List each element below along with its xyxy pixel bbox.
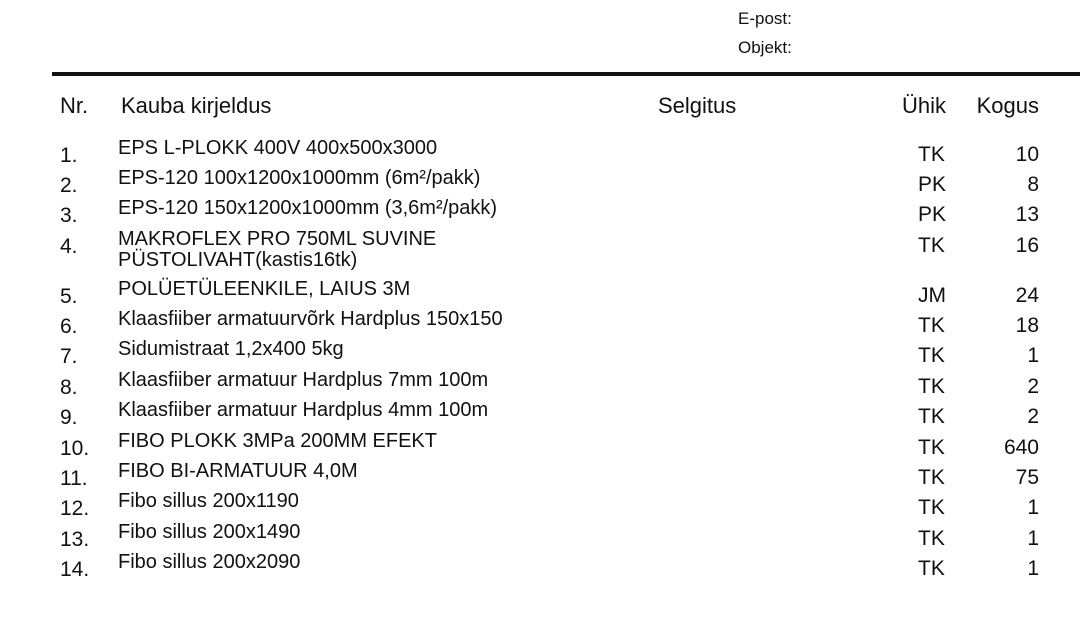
- epost-label: E-post:: [738, 9, 792, 28]
- column-header-quantity: Kogus: [976, 93, 1039, 118]
- table-row: [0, 370, 1080, 400]
- row-number: 1.: [60, 144, 78, 167]
- row-quantity: 1: [1027, 557, 1039, 580]
- table-row: [0, 339, 1080, 369]
- row-quantity: 13: [1015, 203, 1039, 226]
- table-row: [0, 229, 1080, 279]
- row-description-line: Fibo sillus 200x1490: [118, 521, 301, 543]
- row-description-line: Klaasfiiber armatuur Hardplus 7mm 100m: [118, 369, 489, 391]
- row-description: [118, 198, 638, 219]
- row-description: [118, 279, 638, 300]
- row-description-line: Klaasfiiber armatuurvõrk Hardplus 150x150: [118, 308, 503, 330]
- column-header-unit: Ühik: [902, 93, 947, 118]
- row-description-line: EPS-120 100x1200x1000mm (6m²/pakk): [118, 167, 481, 189]
- row-unit: PK: [918, 173, 947, 196]
- row-description: [118, 431, 638, 452]
- row-description: [118, 552, 638, 573]
- column-header-explanation: Selgitus: [658, 93, 737, 118]
- row-description: [118, 491, 638, 512]
- row-unit: TK: [918, 496, 945, 519]
- table-row: [0, 279, 1080, 309]
- row-description-line: EPS L-PLOKK 400V 400x500x3000: [118, 137, 438, 159]
- row-unit: TK: [918, 314, 945, 337]
- row-unit: TK: [918, 234, 945, 257]
- row-description: [118, 168, 638, 189]
- row-description-line: Sidumistraat 1,2x400 5kg: [118, 338, 344, 360]
- table-row: [0, 491, 1080, 521]
- row-quantity: 640: [1003, 436, 1039, 459]
- table-row: [0, 168, 1080, 198]
- row-quantity: 2: [1027, 405, 1039, 428]
- row-number: 12.: [60, 497, 90, 520]
- table-row: [0, 138, 1080, 168]
- row-quantity: 24: [1015, 284, 1039, 307]
- row-quantity: 18: [1015, 314, 1039, 337]
- row-description: [118, 370, 638, 391]
- row-unit: TK: [918, 527, 945, 550]
- row-unit: TK: [918, 557, 945, 580]
- row-quantity: 1: [1027, 527, 1039, 550]
- row-description-line: Klaasfiiber armatuur Hardplus 4mm 100m: [118, 399, 489, 421]
- row-number: 13.: [60, 528, 90, 551]
- row-description: [118, 229, 638, 271]
- row-description-line: MAKROFLEX PRO 750ML SUVINE: [118, 228, 437, 250]
- row-number: 14.: [60, 558, 90, 581]
- row-quantity: 1: [1027, 344, 1039, 367]
- row-description: [118, 461, 638, 482]
- row-quantity: 2: [1027, 375, 1039, 398]
- row-quantity: 16: [1015, 234, 1039, 257]
- row-description-line: FIBO PLOKK 3MPa 200MM EFEKT: [118, 430, 437, 452]
- row-description: [118, 309, 638, 330]
- row-number: 9.: [60, 406, 78, 429]
- row-description-line: POLÜETÜLEENKILE, LAIUS 3M: [118, 278, 411, 300]
- row-quantity: 1: [1027, 496, 1039, 519]
- row-quantity: 75: [1015, 466, 1039, 489]
- table-row: [0, 552, 1080, 582]
- table-row: [0, 198, 1080, 228]
- row-number: 7.: [60, 345, 78, 368]
- row-quantity: 8: [1027, 173, 1039, 196]
- table-row: [0, 461, 1080, 491]
- row-unit: TK: [918, 344, 945, 367]
- row-description-line: FIBO BI-ARMATUUR 4,0M: [118, 460, 358, 482]
- table-row: [0, 400, 1080, 430]
- row-number: 8.: [60, 376, 78, 399]
- row-description: [118, 522, 638, 543]
- row-description-line: EPS-120 150x1200x1000mm (3,6m²/pakk): [118, 197, 498, 219]
- row-quantity: 10: [1015, 143, 1039, 166]
- objekt-label: Objekt:: [738, 38, 792, 57]
- row-description: [118, 400, 638, 421]
- column-header-nr: Nr.: [60, 93, 89, 118]
- row-number: 2.: [60, 174, 78, 197]
- table-row: [0, 309, 1080, 339]
- row-unit: TK: [918, 436, 945, 459]
- header-divider: [52, 72, 1080, 76]
- row-number: 6.: [60, 315, 78, 338]
- column-header-description: Kauba kirjeldus: [121, 93, 272, 118]
- row-number: 3.: [60, 204, 78, 227]
- row-number: 5.: [60, 285, 78, 308]
- row-unit: PK: [918, 203, 947, 226]
- row-number: 10.: [60, 437, 90, 460]
- row-description-line: Fibo sillus 200x2090: [118, 551, 301, 573]
- row-number: 4.: [60, 235, 78, 258]
- row-unit: TK: [918, 466, 945, 489]
- row-unit: JM: [918, 284, 946, 307]
- table-row: [0, 431, 1080, 461]
- row-description-line: PÜSTOLIVAHT(kastis16tk): [118, 249, 358, 271]
- row-description-line: Fibo sillus 200x1190: [118, 490, 299, 512]
- row-description: [118, 339, 638, 360]
- row-unit: TK: [918, 405, 945, 428]
- table-row: [0, 522, 1080, 552]
- row-unit: TK: [918, 143, 945, 166]
- row-unit: TK: [918, 375, 945, 398]
- row-description: [118, 138, 638, 159]
- row-number: 11.: [60, 467, 88, 490]
